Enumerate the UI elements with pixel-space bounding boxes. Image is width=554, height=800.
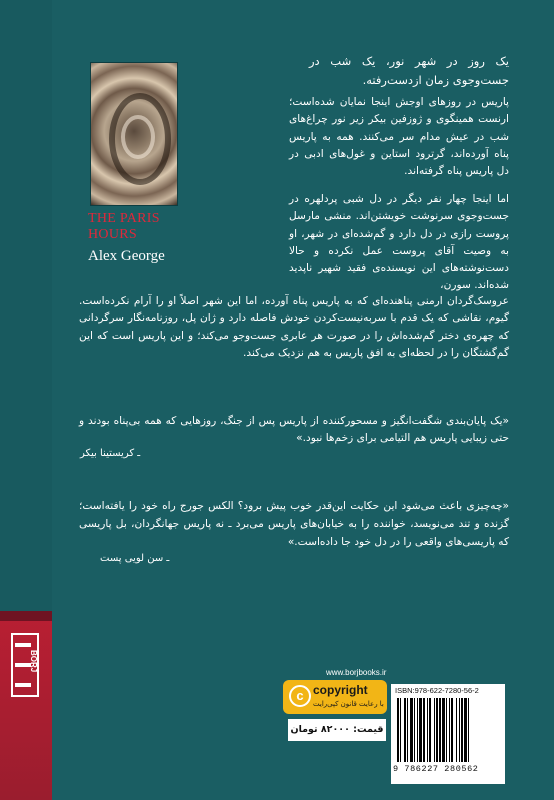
book-author: Alex George bbox=[88, 248, 165, 264]
book-title-line1: THE PARIS bbox=[88, 211, 160, 226]
price-label: قیمت: ۸۲۰۰۰ تومان bbox=[288, 719, 386, 741]
barcode-bar bbox=[464, 698, 467, 762]
review-signature-1: ـ کریستینا بیکر bbox=[80, 448, 141, 459]
description-paragraph-2: اما اینجا چهار نفر دیگر در دل شبی پردلهره در جست‌وجوی سرنوشت خویشتن‌اند. منشی مارسل پروست رازی در دل دارد و گم‌شده‌ای در شهر، او به وصیت آقای پروست عمل نکرده و حالا دست‌نوشته‌های این نویسنده‌ی فقید شهیر ناپدید شده‌اند. سورن، bbox=[289, 193, 509, 292]
barcode-bar bbox=[434, 698, 435, 762]
description-paragraph-1: پاریس در روزهای اوجش اینجا نمایان شده‌است؛ ارنست همینگوی و ژوزفین بیکر زیر نور چراغ‌های شب در عیش مدام سر می‌کنند. همه به پاریس پناه آورده‌اند، گرترود استاین و غول‌های ادبی در دل پاریس پناه گرفته‌اند. bbox=[289, 96, 509, 178]
book-title bbox=[88, 211, 188, 243]
barcode-bar bbox=[414, 698, 415, 762]
barcode-bar bbox=[439, 698, 441, 762]
isbn-text: ISBN:978-622-7280-56-2 bbox=[395, 686, 479, 695]
copyright-badge bbox=[283, 680, 387, 714]
left-panel bbox=[0, 0, 52, 611]
review-signature-2: ـ سن لویی پست bbox=[100, 553, 170, 564]
barcode bbox=[391, 684, 505, 784]
barcode-digits: 9 786227 280562 bbox=[393, 764, 479, 774]
publisher-website: www.borjbooks.ir bbox=[326, 668, 387, 677]
barcode-bar bbox=[397, 698, 399, 762]
cover-thumbnail bbox=[90, 62, 178, 206]
review-quote-1: «یک پایان‌بندی شگفت‌انگیز و مسحورکننده از پاریس پس از جنگ، روزهایی که همه بی‌پناه بودند و حتی زیبایی پاریس هم التیامی برای زخم‌ها نبود.» bbox=[79, 415, 509, 445]
barcode-bar bbox=[404, 698, 406, 762]
review-quote-2: «چه‌چیزی باعث می‌شود این حکایت این‌قدر خوب پیش برود؟ الکس جورج راه خود را یافته‌است؛ گزنده و تند می‌نویسد، خواننده را به خیابان‌های پاریس می‌برد ـ نه پاریس جهانگردان، بل پاریسی که پاریسی‌های واقعی را در دل خود جا داده‌است.» bbox=[79, 500, 509, 548]
barcode-bar bbox=[461, 698, 463, 762]
barcode-bar bbox=[436, 698, 438, 762]
barcode-bar bbox=[400, 698, 401, 762]
barcode-bar bbox=[468, 698, 469, 762]
barcode-bar bbox=[417, 698, 418, 762]
copyright-subtext: با رعایت قانون کپی‌رایت bbox=[313, 700, 384, 708]
barcode-bar bbox=[407, 698, 408, 762]
barcode-bar bbox=[459, 698, 460, 762]
red-strip-edge bbox=[0, 611, 52, 621]
description-paragraph-3: عروسک‌گردان ارمنی پناهنده‌ای که به پاریس پناه آورده، اما این شهر اصلاً او را آرام نکرده‌است. گیوم، نقاشی که یک قدم با سربه‌نیست‌کردن خودش فاصله دارد و ژان پل، روزنامه‌نگار سرگردانی که چهره‌ی دختر گم‌شده‌اش را در صورت هر عابری جست‌وجو می‌کند؛ و این پاریس است که این گم‌گشتگان را در لحظه‌ای به افق پاریس به هم نزدیک می‌کند. bbox=[79, 295, 509, 359]
book-title-line2: HOURS bbox=[88, 227, 137, 242]
barcode-bar bbox=[410, 698, 413, 762]
copyright-icon: c bbox=[289, 685, 311, 707]
barcode-bar bbox=[451, 698, 453, 762]
publisher-logo-text: BORJ bbox=[29, 650, 38, 673]
intro-text: یک روز در شهر نور، یک شب در جست‌وجوی زمان ازدست‌رفته. bbox=[309, 54, 509, 87]
barcode-bar bbox=[446, 698, 447, 762]
barcode-bar bbox=[429, 698, 431, 762]
copyright-word: copyright bbox=[313, 683, 368, 697]
barcode-bar bbox=[423, 698, 425, 762]
barcode-bar bbox=[427, 698, 428, 762]
barcode-bar bbox=[442, 698, 445, 762]
barcode-bars bbox=[397, 698, 499, 762]
barcode-bar bbox=[456, 698, 457, 762]
barcode-bar bbox=[449, 698, 450, 762]
barcode-bar bbox=[419, 698, 422, 762]
